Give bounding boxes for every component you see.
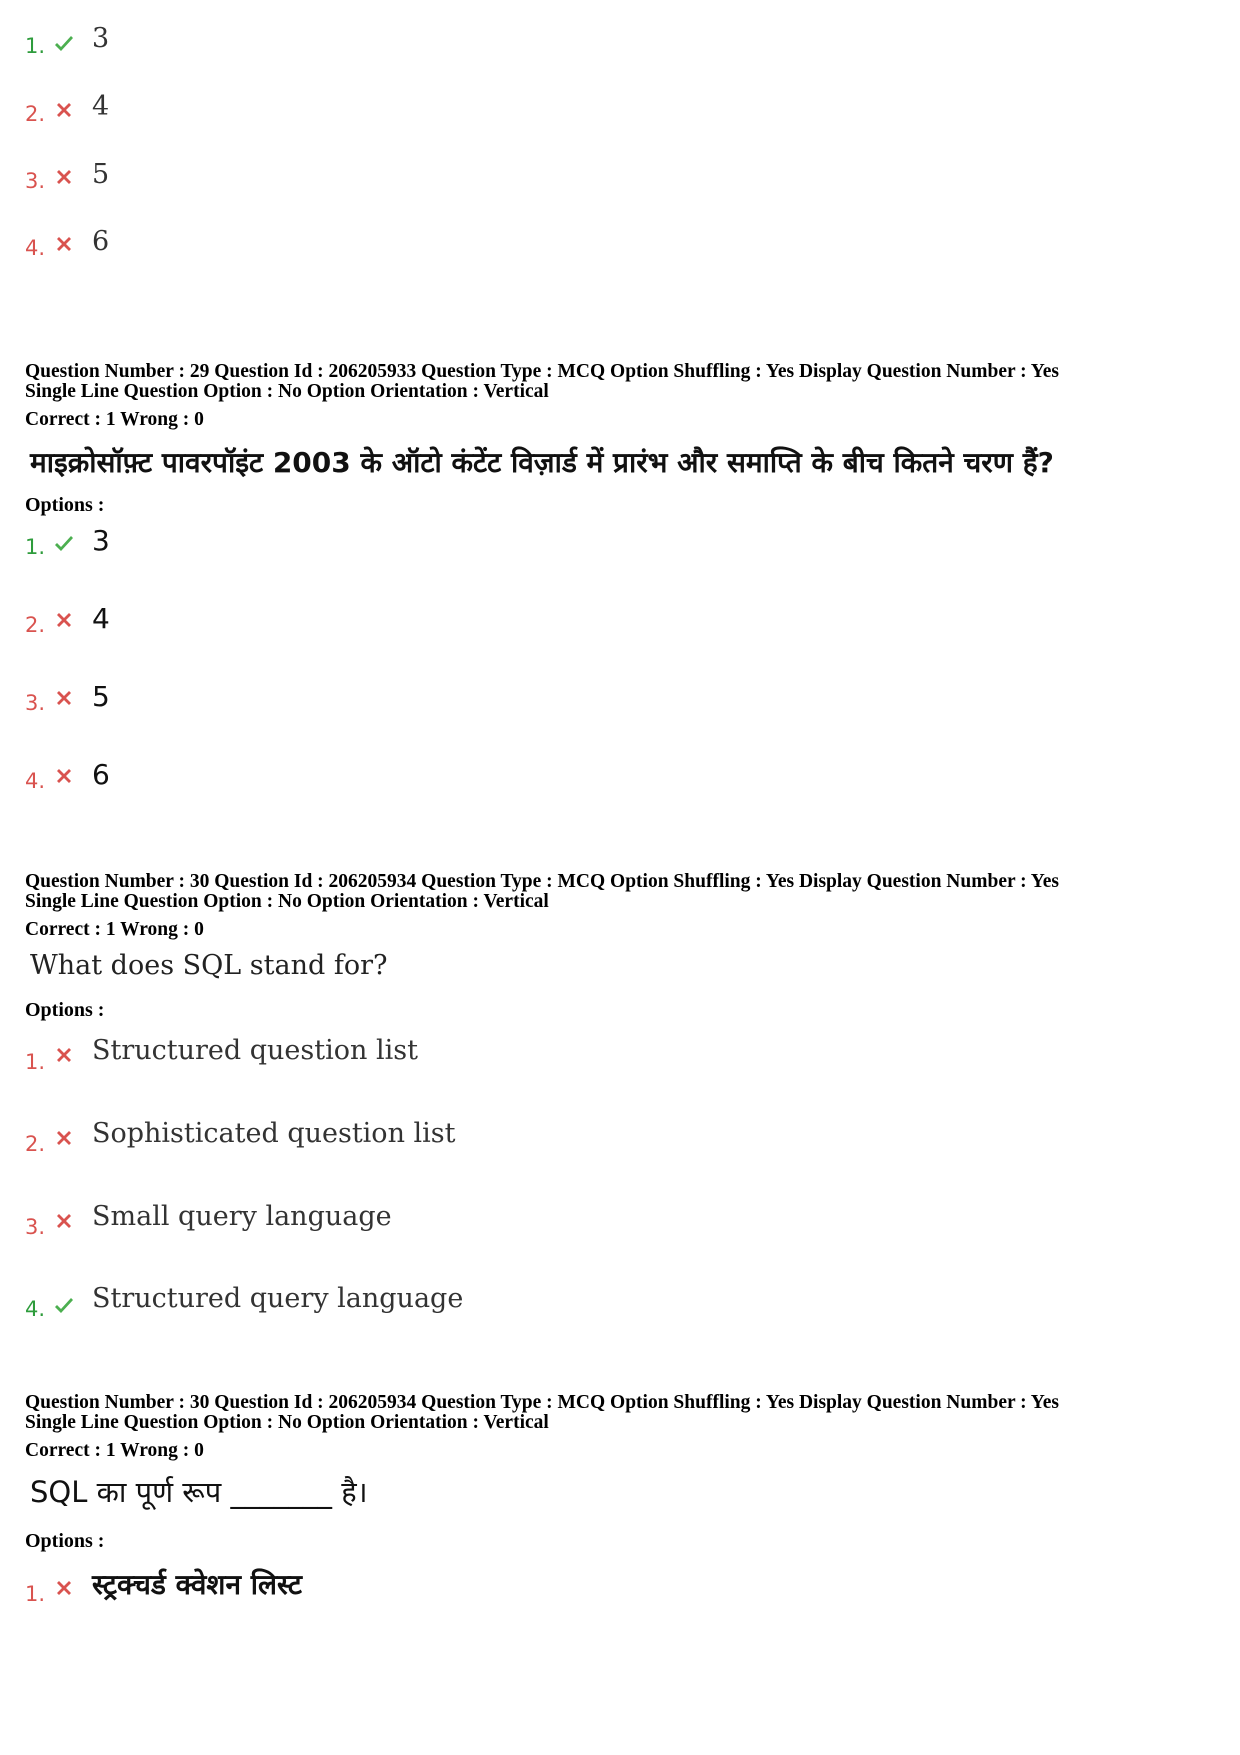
option-item: [0, 680, 700, 723]
options-label: Options :: [25, 999, 105, 1021]
option-text: Structured question list: [92, 1035, 418, 1066]
option-text: 5: [92, 159, 110, 190]
question-meta-line1: Question Number : 30 Question Id : 206205934 Question Type : MCQ Option Shuffling : Yes Display Question Number : Yes: [25, 871, 1059, 892]
option-number: 4.: [25, 769, 46, 793]
option-number: 2.: [25, 1132, 46, 1156]
option-item: [0, 91, 700, 136]
option-number: 3.: [25, 1215, 46, 1239]
option-text: स्ट्रक्चर्ड क्वेशन लिस्ट: [92, 1568, 302, 1601]
option-number: 3.: [25, 691, 46, 715]
score-line: Correct : 1 Wrong : 0: [25, 1440, 204, 1461]
question-meta-line2: Single Line Question Option : No Option Orientation : Vertical: [25, 891, 549, 912]
option-text: 4: [92, 91, 110, 122]
cross-icon: [52, 764, 76, 788]
option-item: [0, 524, 700, 567]
question-meta-line2: Single Line Question Option : No Option Orientation : Vertical: [25, 1412, 549, 1433]
option-text: Structured query language: [92, 1283, 464, 1314]
cross-icon: [52, 608, 76, 632]
option-item: [0, 758, 700, 801]
option-number: 2.: [25, 613, 46, 637]
cross-icon: [52, 1126, 76, 1150]
cross-icon: [52, 686, 76, 710]
option-item: [0, 226, 700, 272]
option-text: Small query language: [92, 1201, 392, 1232]
score-line: Correct : 1 Wrong : 0: [25, 919, 204, 940]
question-meta-line1: Question Number : 29 Question Id : 206205933 Question Type : MCQ Option Shuffling : Yes Display Question Number : Yes: [25, 361, 1059, 382]
question-text: What does SQL stand for?: [30, 950, 388, 981]
question-meta-line2: Single Line Question Option : No Option Orientation : Vertical: [25, 381, 549, 402]
option-item: [0, 1118, 700, 1158]
option-item: [0, 23, 700, 68]
option-text: 3: [92, 23, 110, 54]
question-meta-line1: Question Number : 30 Question Id : 206205934 Question Type : MCQ Option Shuffling : Yes Display Question Number : Yes: [25, 1392, 1059, 1413]
option-item: [0, 159, 700, 204]
cross-icon: [52, 165, 76, 189]
option-number: 1.: [25, 535, 46, 559]
question-text: माइक्रोसॉफ़्ट पावरपॉइंट 2003 के ऑटो कंटेंट विज़ार्ड में प्रारंभ और समाप्ति के बीच कितने चरण हैं?: [30, 446, 1054, 479]
option-text: 4: [92, 602, 110, 635]
option-text: 6: [92, 758, 110, 791]
check-icon: [52, 532, 76, 556]
cross-icon: [52, 98, 76, 122]
cross-icon: [52, 1576, 76, 1600]
option-text: Sophisticated question list: [92, 1118, 456, 1149]
option-text: 3: [92, 524, 110, 557]
option-number: 1.: [25, 1050, 46, 1074]
option-item: [0, 602, 700, 645]
options-label: Options :: [25, 1530, 105, 1552]
cross-icon: [52, 1043, 76, 1067]
cross-icon: [52, 1209, 76, 1233]
option-number: 2.: [25, 102, 46, 126]
option-number: 1.: [25, 1582, 46, 1606]
question-text: SQL का पूर्ण रूप _______ है।: [30, 1475, 368, 1509]
option-number: 4.: [25, 236, 46, 260]
option-number: 4.: [25, 1297, 46, 1321]
check-icon: [52, 1294, 76, 1318]
score-line: Correct : 1 Wrong : 0: [25, 409, 204, 430]
cross-icon: [52, 232, 76, 256]
option-text: 6: [92, 226, 110, 257]
option-number: 1.: [25, 34, 46, 58]
option-item: [0, 1035, 700, 1075]
option-item: [0, 1565, 700, 1605]
option-number: 3.: [25, 169, 46, 193]
option-item: [0, 1283, 700, 1323]
check-icon: [52, 32, 76, 56]
options-label: Options :: [25, 494, 105, 516]
option-text: 5: [92, 680, 110, 713]
option-item: [0, 1201, 700, 1241]
